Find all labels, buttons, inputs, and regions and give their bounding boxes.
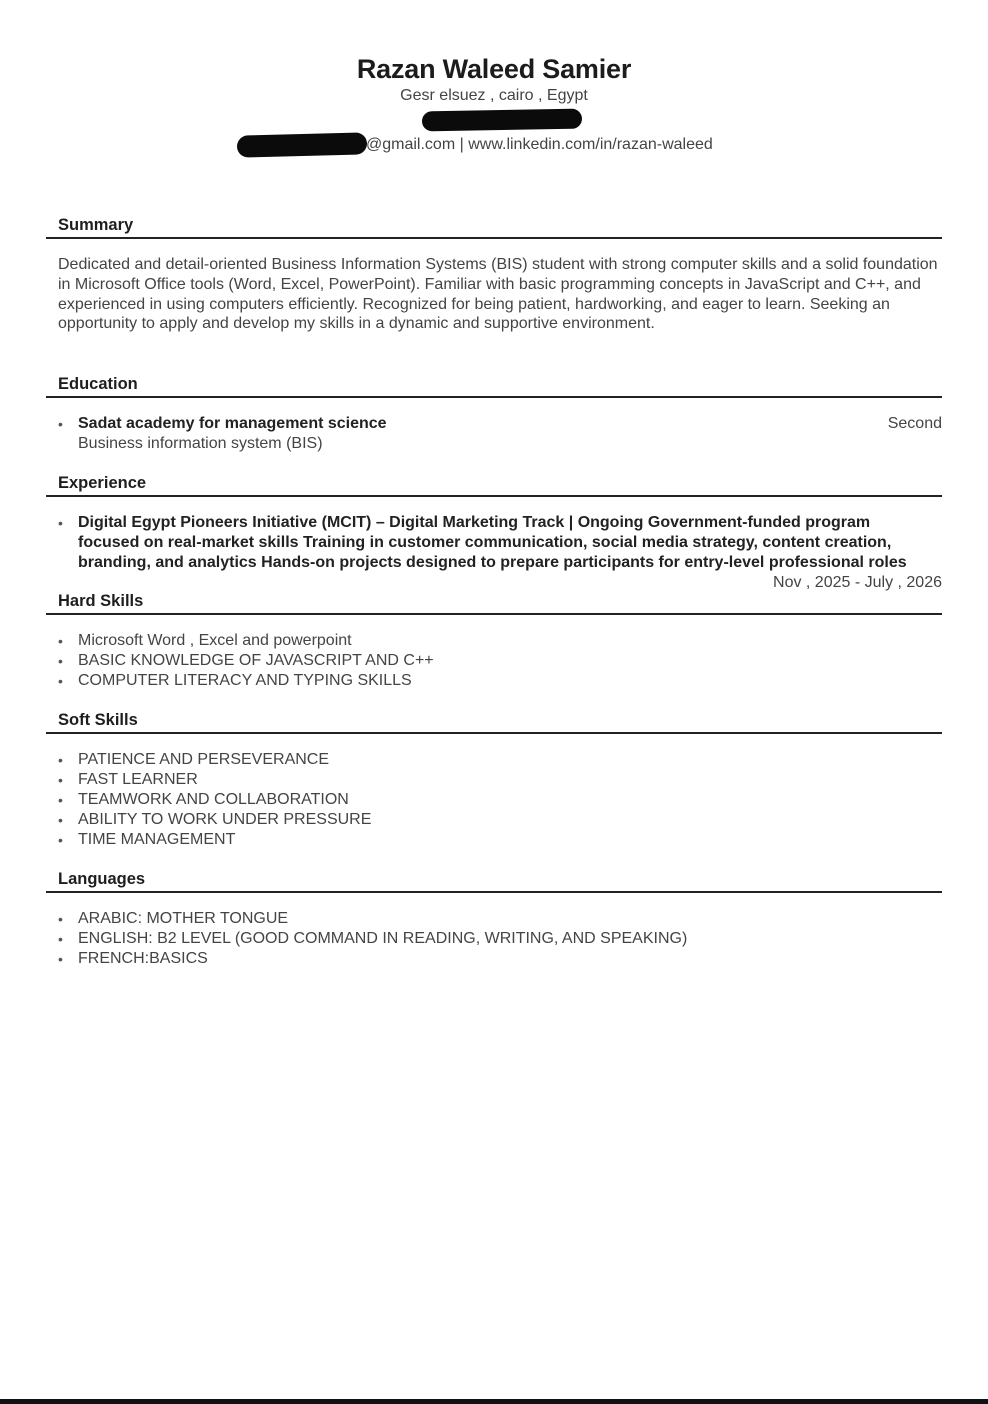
soft-skill-item: • ABILITY TO WORK UNDER PRESSURE (58, 810, 942, 830)
education-year: Second (887, 415, 942, 432)
education-school: • Sadat academy for management science (78, 415, 387, 432)
education-degree: Business information system (BIS) (78, 435, 323, 452)
summary-heading: Summary (46, 214, 942, 239)
language-item: • ARABIC: MOTHER TONGUE (58, 909, 942, 929)
linkedin-url[interactable]: www.linkedin.com/in/razan-waleed (468, 136, 713, 153)
summary-text: Dedicated and detail-oriented Business Information Systems (BIS) student with strong computer skills and a solid foundation in Microsoft Office tools (Word, Excel, PowerPoint). Familiar with basic programming concepts in JavaScript and C++, and experienced in using computers efficiently. Recognized for being patient, hardworking, and eager to learn. Seeking an opportunity to apply and develop my skills in a dynamic and supportive environment. (58, 256, 938, 333)
summary-section (46, 214, 942, 334)
hard-skills-list (46, 631, 942, 691)
language-item: • ENGLISH: B2 LEVEL (GOOD COMMAND IN READING, WRITING, AND SPEAKING) (58, 929, 942, 949)
contact-line (0, 133, 988, 157)
hard-skills-section (46, 590, 942, 691)
languages-list (46, 909, 942, 969)
hard-skill-item: • COMPUTER LITERACY AND TYPING SKILLS (58, 671, 942, 691)
soft-skill-item: • PATIENCE AND PERSEVERANCE (58, 750, 942, 770)
experience-item (58, 513, 942, 573)
experience-description: • Digital Egypt Pioneers Initiative (MCIT) – Digital Marketing Track | Ongoing Government-funded program focused on real-market skills Training in customer communication, social media strategy, content creation, branding, and analytics Hands-on projects designed to prepare participants for entry-level professional roles (78, 514, 907, 571)
phone-line (0, 107, 988, 133)
redacted-phone-mark (422, 109, 582, 132)
email-suffix: @gmail.com (366, 136, 456, 153)
education-section (46, 373, 942, 454)
soft-skills-list (46, 750, 942, 850)
candidate-address: Gesr elsuez , cairo , Egypt (400, 87, 588, 104)
education-list (46, 414, 942, 454)
contact-separator: | (459, 136, 464, 153)
hard-skill-item: • BASIC KNOWLEDGE OF JAVASCRIPT AND C++ (58, 651, 942, 671)
soft-skill-item: • TIME MANAGEMENT (58, 830, 942, 850)
bottom-edge-bar (0, 1399, 988, 1404)
languages-heading: Languages (46, 868, 942, 893)
language-item: • FRENCH:BASICS (58, 949, 942, 969)
experience-list (46, 513, 942, 573)
hard-skill-item: • Microsoft Word , Excel and powerpoint (58, 631, 942, 651)
education-heading: Education (46, 373, 942, 398)
candidate-name: Razan Waleed Samier (356, 54, 632, 84)
experience-section (46, 472, 942, 593)
hard-skills-heading: Hard Skills (46, 590, 942, 615)
contact-text (366, 133, 713, 157)
languages-section (46, 868, 942, 969)
soft-skills-heading: Soft Skills (46, 709, 942, 734)
resume-header (0, 52, 988, 157)
redacted-email-mark (237, 132, 368, 157)
soft-skill-item: • FAST LEARNER (58, 770, 942, 790)
soft-skills-section (46, 709, 942, 850)
experience-dates: Nov , 2025 - July , 2026 (773, 574, 942, 591)
soft-skill-item: • TEAMWORK AND COLLABORATION (58, 790, 942, 810)
experience-heading: Experience (46, 472, 942, 497)
education-item (58, 414, 942, 454)
